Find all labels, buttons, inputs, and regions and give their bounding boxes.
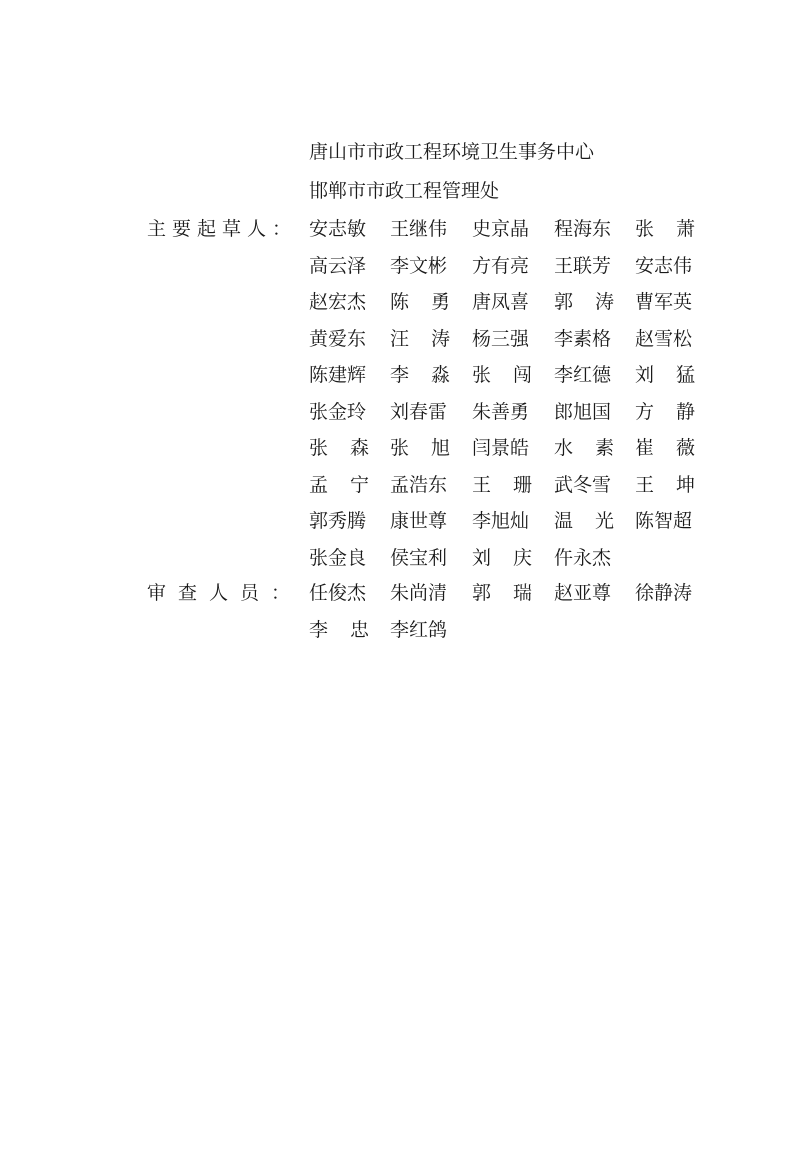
person-name: 朱善勇 [472,400,530,423]
names-list [309,503,709,539]
person-name: 李 淼 [390,364,450,386]
person-name: 刘 猛 [635,364,695,386]
person-name: 郎旭国 [554,400,612,423]
person-name: 张 闯 [472,364,532,386]
person-name: 陈智超 [635,510,693,532]
person-name: 郭 瑞 [472,582,532,604]
person-name: 侯宝利 [390,546,448,569]
person-name: 王 坤 [635,473,695,496]
person-name: 水 素 [554,437,614,459]
person-name: 赵亚尊 [554,582,612,604]
person-name: 黄爱东 [309,327,367,350]
names-list [309,211,709,247]
person-name: 张 森 [309,437,369,459]
reviewers-label: 审查人员： [147,582,303,604]
person-name: 杨三强 [472,327,530,350]
person-name: 刘 庆 [472,546,532,569]
person-name: 任俊杰 [309,582,367,604]
person-name: 徐静涛 [635,582,693,604]
drafters-label: 主要起草人： [147,218,298,240]
person-name: 史京晶 [472,218,530,240]
names-list [309,430,709,466]
person-name: 张金良 [309,546,367,569]
person-name: 康世尊 [390,510,448,532]
person-name: 李旭灿 [472,510,530,532]
person-name: 高云泽 [309,254,367,277]
person-name: 王 珊 [472,473,532,496]
organization-name: 邯郸市市政工程管理处 [309,180,500,202]
name-row [0,211,800,247]
person-name: 张金玲 [309,400,367,423]
person-name: 李红鸽 [390,618,448,641]
person-name: 方有亮 [472,254,530,277]
person-name: 孟浩东 [390,473,448,496]
name-row [0,248,800,284]
person-name: 武冬雪 [554,473,612,496]
organization-line [0,134,800,170]
person-name: 李红德 [554,364,612,386]
name-row [0,503,800,539]
person-name: 王继伟 [390,218,448,240]
name-row [0,540,800,576]
person-name: 郭 涛 [554,291,614,313]
person-name: 张 旭 [390,437,450,459]
person-name: 张 萧 [635,218,695,240]
name-row [0,430,800,466]
person-name: 赵雪松 [635,327,693,350]
person-name: 安志伟 [635,254,693,277]
names-list [309,248,709,284]
person-name: 崔 薇 [635,437,695,459]
name-row [0,612,800,648]
person-name: 李素格 [554,327,612,350]
person-name: 刘春雷 [390,400,448,423]
person-name: 曹军英 [635,291,693,313]
names-list [309,357,709,393]
names-list [309,284,709,320]
person-name: 陈建辉 [309,364,367,386]
person-name: 唐凤喜 [472,291,530,313]
name-row [0,467,800,503]
person-name: 方 静 [635,400,695,423]
name-row [0,321,800,357]
names-list [309,612,709,648]
names-list [309,575,709,611]
person-name: 程海东 [554,218,612,240]
person-name: 仵永杰 [554,546,612,569]
names-list [309,394,709,430]
names-list [309,321,709,357]
names-list [309,467,709,503]
name-row [0,357,800,393]
person-name: 李 忠 [309,618,369,641]
name-row [0,394,800,430]
person-name: 朱尚清 [390,582,448,604]
organization-line [0,173,800,209]
person-name: 温 光 [554,510,614,532]
person-name: 赵宏杰 [309,291,367,313]
person-name: 孟 宁 [309,473,369,496]
person-name: 李文彬 [390,254,448,277]
name-row [0,284,800,320]
person-name: 陈 勇 [390,291,450,313]
name-row [0,575,800,611]
names-list [309,540,709,576]
person-name: 闫景皓 [472,437,530,459]
organization-name: 唐山市市政工程环境卫生事务中心 [309,141,595,163]
person-name: 安志敏 [309,218,367,240]
person-name: 郭秀腾 [309,510,367,532]
person-name: 汪 涛 [390,327,450,350]
person-name: 王联芳 [554,254,612,277]
